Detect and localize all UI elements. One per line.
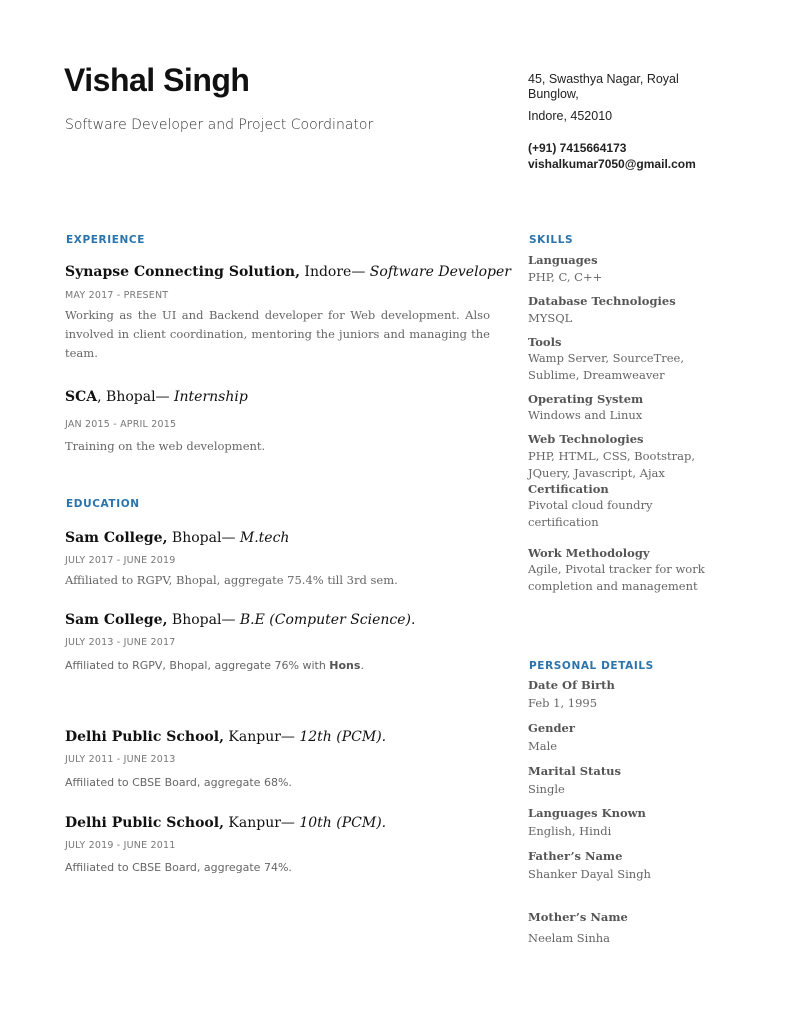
degree: M.tech	[239, 530, 290, 546]
personal-value: Male	[528, 739, 558, 753]
org-place: , Bhopal—	[97, 389, 174, 405]
institution-place: Kanpur—	[223, 815, 300, 831]
personal-label: Mother’s Name	[528, 910, 628, 924]
skill-label: Tools	[528, 335, 562, 349]
skill-value: PHP, C, C++	[528, 270, 603, 284]
email-link[interactable]: vishalkumar7050@gmail.com	[528, 157, 696, 171]
education-entry-title	[65, 612, 415, 628]
address-city: Indore, 452010	[528, 109, 613, 123]
institution-name: Delhi Public School,	[65, 729, 224, 745]
education-heading: EDUCATION	[66, 498, 140, 510]
candidate-title: Software Developer and Project Coordinator	[65, 117, 374, 133]
job-role: Internship	[174, 389, 248, 405]
skill-label: Certification	[528, 482, 609, 496]
skills-heading: SKILLS	[529, 234, 574, 246]
institution-place: Kanpur—	[223, 729, 300, 745]
experience-dates: JAN 2015 - APRIL 2015	[65, 419, 177, 430]
personal-value: Single	[528, 782, 565, 796]
personal-value: Feb 1, 1995	[528, 696, 598, 710]
skill-value: Pivotal cloud foundry certification	[528, 498, 653, 529]
personal-details-heading: PERSONAL DETAILS	[529, 660, 654, 672]
candidate-name: Vishal Singh	[64, 62, 250, 98]
skill-label: Languages	[528, 253, 598, 267]
experience-description: Training on the web development.	[65, 439, 266, 453]
institution-name: Sam College,	[65, 612, 168, 628]
experience-dates: MAY 2017 - PRESENT	[65, 290, 169, 301]
education-entry-title	[65, 815, 386, 831]
education-dates: JULY 2019 - JUNE 2011	[65, 840, 176, 851]
skill-value: Agile, Pivotal tracker for work completion and management	[528, 562, 705, 593]
experience-entry-title	[65, 389, 248, 405]
education-description: Affiliated to RGPV, Bhopal, aggregate 76% with Hons.	[65, 659, 364, 672]
personal-label: Father’s Name	[528, 849, 623, 863]
institution-place: Bhopal—	[167, 530, 240, 546]
phone-number: (+91) 7415664173	[528, 141, 627, 155]
skill-value: Wamp Server, SourceTree, Sublime, Dreamweaver	[528, 351, 685, 382]
job-role: Software Developer	[369, 264, 511, 280]
personal-value: English, Hindi	[528, 824, 612, 838]
personal-label: Gender	[528, 721, 575, 735]
institution-name: Delhi Public School,	[65, 815, 224, 831]
experience-entry-title	[65, 264, 511, 280]
personal-value: Shanker Dayal Singh	[528, 867, 651, 881]
skill-value: Windows and Linux	[528, 408, 643, 422]
personal-label: Languages Known	[528, 806, 646, 820]
education-description: Affiliated to RGPV, Bhopal, aggregate 75.4% till 3rd sem.	[65, 573, 398, 587]
org-name: Synapse Connecting Solution,	[65, 264, 300, 280]
degree: B.E (Computer Science).	[239, 612, 416, 628]
skill-value: PHP, HTML, CSS, Bootstrap, JQuery, Javascript, Ajax	[528, 449, 695, 480]
address-line-1: 45, Swasthya Nagar, Royal	[528, 72, 679, 86]
institution-place: Bhopal—	[167, 612, 240, 628]
skill-label: Web Technologies	[528, 432, 644, 446]
org-name: SCA	[65, 389, 98, 405]
personal-label: Date Of Birth	[528, 678, 615, 692]
degree: 10th (PCM).	[299, 815, 387, 831]
education-entry-title	[65, 729, 386, 745]
institution-name: Sam College,	[65, 530, 168, 546]
personal-value: Neelam Sinha	[528, 931, 610, 945]
skill-label: Database Technologies	[528, 294, 676, 308]
experience-heading: EXPERIENCE	[66, 234, 145, 246]
org-place: Indore—	[299, 264, 370, 280]
education-dates: JULY 2017 - JUNE 2019	[65, 555, 176, 566]
education-description: Affiliated to CBSE Board, aggregate 68%.	[65, 776, 292, 789]
address-line-2: Bunglow,	[528, 87, 579, 101]
education-entry-title	[65, 530, 289, 546]
education-description: Affiliated to CBSE Board, aggregate 74%.	[65, 861, 292, 874]
skill-label: Work Methodology	[528, 546, 650, 560]
personal-label: Marital Status	[528, 764, 621, 778]
experience-description: Working as the UI and Backend developer for Web development. Also involved in client coordination, mentoring the juniors and managing the team.	[65, 308, 490, 360]
education-dates: JULY 2011 - JUNE 2013	[65, 754, 176, 765]
skill-label: Operating System	[528, 392, 644, 406]
skill-value: MYSQL	[528, 311, 573, 325]
education-dates: JULY 2013 - JUNE 2017	[65, 637, 176, 648]
degree: 12th (PCM).	[299, 729, 387, 745]
